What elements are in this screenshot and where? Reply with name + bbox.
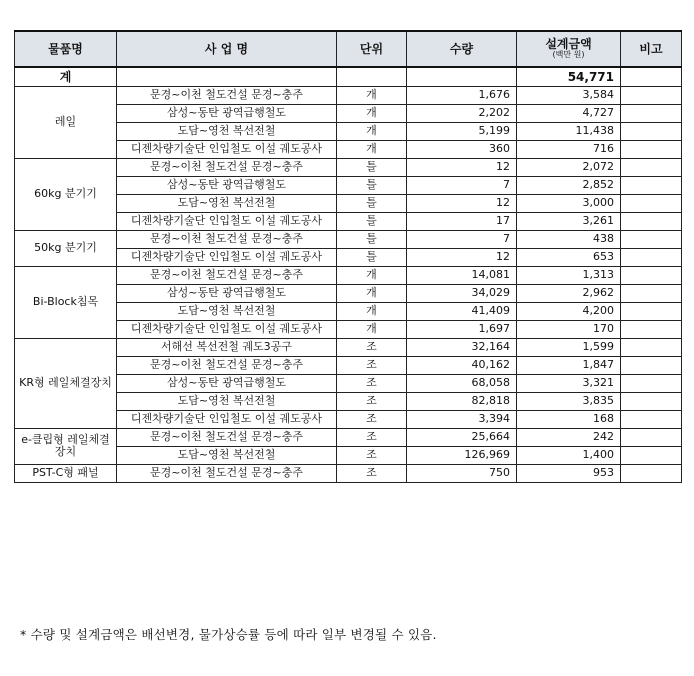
unit-cell: 조 <box>337 446 407 464</box>
unit-cell: 조 <box>337 338 407 356</box>
item-name-cell: 50kg 분기기 <box>15 230 117 266</box>
qty-cell: 2,202 <box>407 104 517 122</box>
item-name-cell: PST-C형 패널 <box>15 464 117 482</box>
remark-cell <box>621 392 682 410</box>
qty-cell: 7 <box>407 176 517 194</box>
qty-cell: 360 <box>407 140 517 158</box>
unit-cell: 조 <box>337 374 407 392</box>
remark-cell <box>621 230 682 248</box>
project-cell: 도담~영천 복선전철 <box>117 194 337 212</box>
unit-cell: 틀 <box>337 158 407 176</box>
amount-cell: 11,438 <box>517 122 621 140</box>
qty-cell: 17 <box>407 212 517 230</box>
item-name-cell: KR형 레일체결장치 <box>15 338 117 428</box>
footnote: * 수량 및 설계금액은 배선변경, 물가상승률 등에 따라 일부 변경될 수 있음. <box>20 627 437 642</box>
unit-cell: 조 <box>337 464 407 482</box>
amount-cell: 953 <box>517 464 621 482</box>
qty-cell: 3,394 <box>407 410 517 428</box>
total-row <box>15 67 682 86</box>
header-amount-label: 설계금액 <box>545 37 592 51</box>
project-cell: 문경~이천 철도건설 문경~충주 <box>117 356 337 374</box>
amount-cell: 438 <box>517 230 621 248</box>
qty-cell: 40,162 <box>407 356 517 374</box>
unit-cell: 개 <box>337 86 407 104</box>
remark-cell <box>621 122 682 140</box>
item-name-cell: e-클립형 레일체결장치 <box>15 428 117 464</box>
project-cell: 서해선 복선전철 궤도3공구 <box>117 338 337 356</box>
unit-cell: 개 <box>337 320 407 338</box>
table-row <box>15 158 682 176</box>
amount-cell: 1,599 <box>517 338 621 356</box>
table-body <box>15 67 682 482</box>
unit-cell: 개 <box>337 140 407 158</box>
amount-cell: 4,727 <box>517 104 621 122</box>
total-project-empty <box>117 67 337 86</box>
table-row <box>15 464 682 482</box>
unit-cell: 조 <box>337 410 407 428</box>
qty-cell: 12 <box>407 158 517 176</box>
amount-cell: 1,313 <box>517 266 621 284</box>
amount-cell: 170 <box>517 320 621 338</box>
qty-cell: 12 <box>407 248 517 266</box>
project-cell: 삼성~동탄 광역급행철도 <box>117 374 337 392</box>
project-cell: 문경~이천 철도건설 문경~충주 <box>117 86 337 104</box>
table-row <box>15 86 682 104</box>
total-amount: 54,771 <box>517 67 621 86</box>
remark-cell <box>621 176 682 194</box>
project-cell: 문경~이천 철도건설 문경~충주 <box>117 230 337 248</box>
remark-cell <box>621 356 682 374</box>
project-cell: 도담~영천 복선전철 <box>117 392 337 410</box>
project-cell: 도담~영천 복선전철 <box>117 302 337 320</box>
qty-cell: 7 <box>407 230 517 248</box>
amount-cell: 3,321 <box>517 374 621 392</box>
amount-cell: 3,835 <box>517 392 621 410</box>
header-remark: 비고 <box>621 31 682 67</box>
qty-cell: 12 <box>407 194 517 212</box>
remark-cell <box>621 446 682 464</box>
table-row <box>15 338 682 356</box>
header-row <box>15 31 682 67</box>
project-cell: 문경~이천 철도건설 문경~충주 <box>117 266 337 284</box>
amount-cell: 3,000 <box>517 194 621 212</box>
unit-cell: 틀 <box>337 194 407 212</box>
qty-cell: 1,676 <box>407 86 517 104</box>
project-cell: 디젠차량기술단 인입철도 이설 궤도공사 <box>117 410 337 428</box>
item-name-cell: 60kg 분기기 <box>15 158 117 230</box>
header-item: 물품명 <box>15 31 117 67</box>
project-cell: 디젠차량기술단 인입철도 이설 궤도공사 <box>117 248 337 266</box>
remark-cell <box>621 374 682 392</box>
unit-cell: 개 <box>337 104 407 122</box>
unit-cell: 틀 <box>337 248 407 266</box>
remark-cell <box>621 248 682 266</box>
amount-cell: 242 <box>517 428 621 446</box>
header-qty: 수량 <box>407 31 517 67</box>
qty-cell: 5,199 <box>407 122 517 140</box>
remark-cell <box>621 338 682 356</box>
unit-cell: 개 <box>337 266 407 284</box>
qty-cell: 68,058 <box>407 374 517 392</box>
amount-cell: 3,261 <box>517 212 621 230</box>
header-amount-unit: (백만 원) <box>552 50 585 59</box>
unit-cell: 조 <box>337 428 407 446</box>
amount-cell: 716 <box>517 140 621 158</box>
qty-cell: 750 <box>407 464 517 482</box>
remark-cell <box>621 284 682 302</box>
qty-cell: 14,081 <box>407 266 517 284</box>
remark-cell <box>621 428 682 446</box>
table-row <box>15 428 682 446</box>
remark-cell <box>621 86 682 104</box>
unit-cell: 개 <box>337 122 407 140</box>
unit-cell: 개 <box>337 284 407 302</box>
total-unit-empty <box>337 67 407 86</box>
total-label: 계 <box>15 67 117 86</box>
qty-cell: 82,818 <box>407 392 517 410</box>
project-cell: 디젠차량기술단 인입철도 이설 궤도공사 <box>117 320 337 338</box>
remark-cell <box>621 104 682 122</box>
amount-cell: 2,962 <box>517 284 621 302</box>
qty-cell: 126,969 <box>407 446 517 464</box>
project-cell: 디젠차량기술단 인입철도 이설 궤도공사 <box>117 212 337 230</box>
total-remark-empty <box>621 67 682 86</box>
project-cell: 디젠차량기술단 인입철도 이설 궤도공사 <box>117 140 337 158</box>
qty-cell: 1,697 <box>407 320 517 338</box>
table-row <box>15 230 682 248</box>
table-row <box>15 266 682 284</box>
header-amount <box>517 31 621 67</box>
qty-cell: 41,409 <box>407 302 517 320</box>
unit-cell: 개 <box>337 302 407 320</box>
header-project: 사 업 명 <box>117 31 337 67</box>
remark-cell <box>621 158 682 176</box>
remark-cell <box>621 320 682 338</box>
amount-cell: 168 <box>517 410 621 428</box>
qty-cell: 34,029 <box>407 284 517 302</box>
project-cell: 삼성~동탄 광역급행철도 <box>117 176 337 194</box>
remark-cell <box>621 302 682 320</box>
unit-cell: 틀 <box>337 230 407 248</box>
remark-cell <box>621 212 682 230</box>
remark-cell <box>621 266 682 284</box>
unit-cell: 틀 <box>337 212 407 230</box>
unit-cell: 조 <box>337 356 407 374</box>
project-cell: 문경~이천 철도건설 문경~충주 <box>117 158 337 176</box>
item-name-cell: Bi-Block침목 <box>15 266 117 338</box>
qty-cell: 32,164 <box>407 338 517 356</box>
qty-cell: 25,664 <box>407 428 517 446</box>
project-cell: 삼성~동탄 광역급행철도 <box>117 104 337 122</box>
remark-cell <box>621 140 682 158</box>
item-name-cell: 레일 <box>15 86 117 158</box>
project-cell: 삼성~동탄 광역급행철도 <box>117 284 337 302</box>
remark-cell <box>621 464 682 482</box>
amount-cell: 2,072 <box>517 158 621 176</box>
header-unit: 단위 <box>337 31 407 67</box>
remark-cell <box>621 410 682 428</box>
unit-cell: 틀 <box>337 176 407 194</box>
amount-cell: 4,200 <box>517 302 621 320</box>
amount-cell: 2,852 <box>517 176 621 194</box>
project-cell: 문경~이천 철도건설 문경~충주 <box>117 464 337 482</box>
unit-cell: 조 <box>337 392 407 410</box>
remark-cell <box>621 194 682 212</box>
total-qty-empty <box>407 67 517 86</box>
project-cell: 도담~영천 복선전철 <box>117 446 337 464</box>
amount-cell: 1,847 <box>517 356 621 374</box>
procurement-table <box>14 30 682 483</box>
amount-cell: 1,400 <box>517 446 621 464</box>
project-cell: 도담~영천 복선전철 <box>117 122 337 140</box>
amount-cell: 653 <box>517 248 621 266</box>
amount-cell: 3,584 <box>517 86 621 104</box>
project-cell: 문경~이천 철도건설 문경~충주 <box>117 428 337 446</box>
